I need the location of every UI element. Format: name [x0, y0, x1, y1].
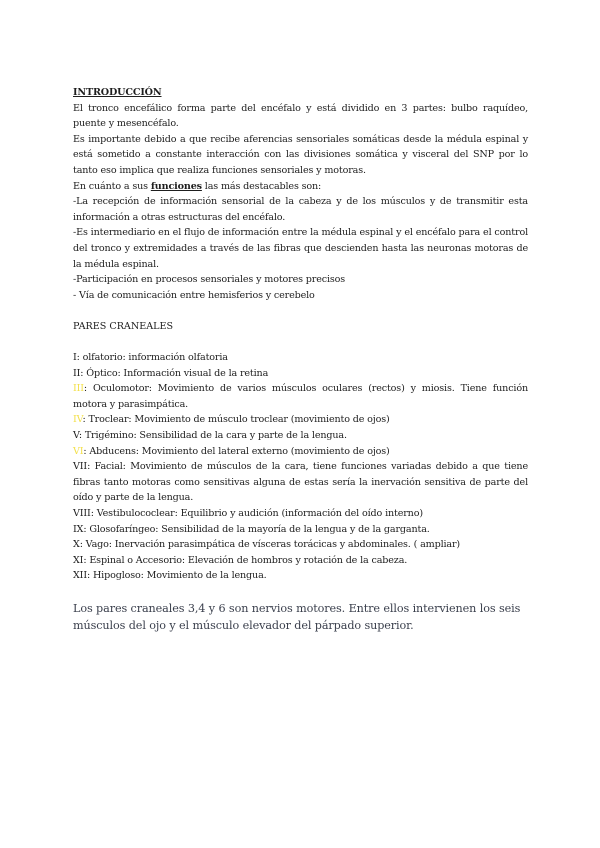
nerve-number: XI: [73, 554, 84, 566]
nerve-number-highlighted: IV: [73, 414, 83, 426]
cranial-nerve-item: [73, 444, 528, 460]
nerve-number-highlighted: VI: [73, 445, 84, 457]
functions-intro: [73, 179, 528, 195]
nerve-number: V: [73, 430, 79, 442]
nerve-separator: :: [87, 461, 95, 473]
nerve-number: VII: [73, 461, 88, 473]
document-page: [73, 85, 528, 634]
spacer: [73, 584, 528, 600]
conclusion-paragraph: Los pares craneales 3,4 y 6 son nervios motores. Entre ellos intervienen los seis músculos del ojo y el músculo elevador del párpado superior.: [73, 601, 521, 632]
cranial-nerve-item: [73, 522, 528, 538]
functions-keyword: funciones: [150, 180, 202, 192]
nerve-description: Hipogloso: Movimiento de la lengua.: [92, 570, 267, 582]
nerve-description: Troclear: Movimiento de músculo troclear (movimiento de ojos): [88, 414, 390, 426]
nerve-separator: :: [79, 539, 86, 551]
cranial-nerve-item: [73, 553, 528, 569]
nerve-separator: :: [82, 414, 89, 426]
pares-title: PARES CRANEALES: [73, 320, 174, 332]
nerve-separator: :: [83, 523, 90, 535]
intro-paragraph-2: Es importante debido a que recibe aferencias sensoriales somáticas desde la médula espinal y está sometido a constante interacción con las divisiones somática y visceral del SNP por lo tanto eso implica que realiza funciones sensoriales y motoras.: [73, 133, 528, 176]
nerve-number-highlighted: III: [73, 383, 84, 395]
nerve-description: Trigémino: Sensibilidad de la cara y parte de la lengua.: [84, 430, 347, 442]
function-item-1: -La recepción de información sensorial de la cabeza y de los músculos y de transmitir esta información a otras estructuras del encéfalo.: [73, 196, 528, 223]
nerve-number: X: [73, 539, 80, 551]
nerve-separator: :: [83, 554, 90, 566]
nerve-separator: :: [86, 570, 93, 582]
nerve-description: Abducens: Movimiento del lateral externo (movimiento de ojos): [89, 445, 390, 457]
nerve-description: Espinal o Accesorio: Elevación de hombros y rotación de la cabeza.: [89, 554, 408, 566]
intro-heading: INTRODUCCIÓN: [73, 87, 162, 98]
cranial-nerve-item: [73, 568, 528, 584]
cranial-nerve-list: [73, 350, 528, 584]
nerve-description: Vago: Inervación parasimpática de vísceras torácicas y abdominales. ( ampliar): [85, 539, 461, 551]
cranial-nerve-item: [73, 412, 528, 428]
cranial-nerve-item: [73, 428, 528, 444]
nerve-number: IX: [73, 523, 84, 535]
cranial-nerve-item: [73, 537, 528, 553]
nerve-separator: :: [78, 430, 85, 442]
functions-intro-post: las más destacables son:: [201, 180, 322, 192]
function-item-4: - Vía de comunicación entre hemisferios y cerebelo: [73, 289, 315, 301]
nerve-separator: :: [83, 383, 93, 395]
nerve-number: I: [73, 352, 77, 364]
cranial-nerve-item: [73, 366, 528, 382]
function-item-3: -Participación en procesos sensoriales y motores precisos: [73, 274, 346, 286]
cranial-nerve-item: [73, 506, 528, 522]
nerve-description: Glosofaríngeo: Sensibilidad de la mayoría de la lengua y de la garganta.: [89, 523, 430, 535]
nerve-description: Óptico: Información visual de la retina: [86, 367, 269, 379]
functions-intro-pre: En cuánto a sus: [73, 180, 151, 192]
nerve-separator: :: [83, 445, 90, 457]
cranial-nerve-item: [73, 350, 528, 366]
spacer: [73, 335, 528, 351]
nerve-separator: :: [90, 508, 97, 520]
nerve-description: Oculomotor: Movimiento de varios músculos oculares (rectos) y miosis. Tiene función motora y parasimpática.: [73, 383, 528, 410]
nerve-separator: :: [76, 352, 83, 364]
spacer: [73, 303, 528, 319]
nerve-description: olfatorio: información olfatoria: [82, 352, 228, 364]
cranial-nerve-item: [73, 381, 528, 412]
nerve-number: II: [73, 367, 81, 379]
intro-paragraph-1: El tronco encefálico forma parte del encéfalo y está dividido en 3 partes: bulbo raquídeo, puente y mesencéfalo.: [73, 102, 528, 130]
nerve-number: VIII: [73, 508, 91, 520]
nerve-description: Facial: Movimiento de músculos de la cara, tiene funciones variadas debido a que tiene fibras tanto motoras como sensitivas alguna de estas sería la inervación sensitiva de parte del oído y parte de la lengua.: [73, 461, 528, 504]
nerve-separator: :: [80, 367, 87, 379]
function-item-2: -Es intermediario en el flujo de información entre la médula espinal y el encéfalo para el control del tronco y extremidades a través de las fibras que descienden hasta las neuronas motoras de la médula espinal.: [73, 227, 528, 270]
nerve-number: XII: [73, 570, 87, 582]
nerve-description: Vestibulococlear: Equilibrio y audición (información del oído interno): [96, 508, 423, 520]
cranial-nerve-item: [73, 459, 528, 506]
